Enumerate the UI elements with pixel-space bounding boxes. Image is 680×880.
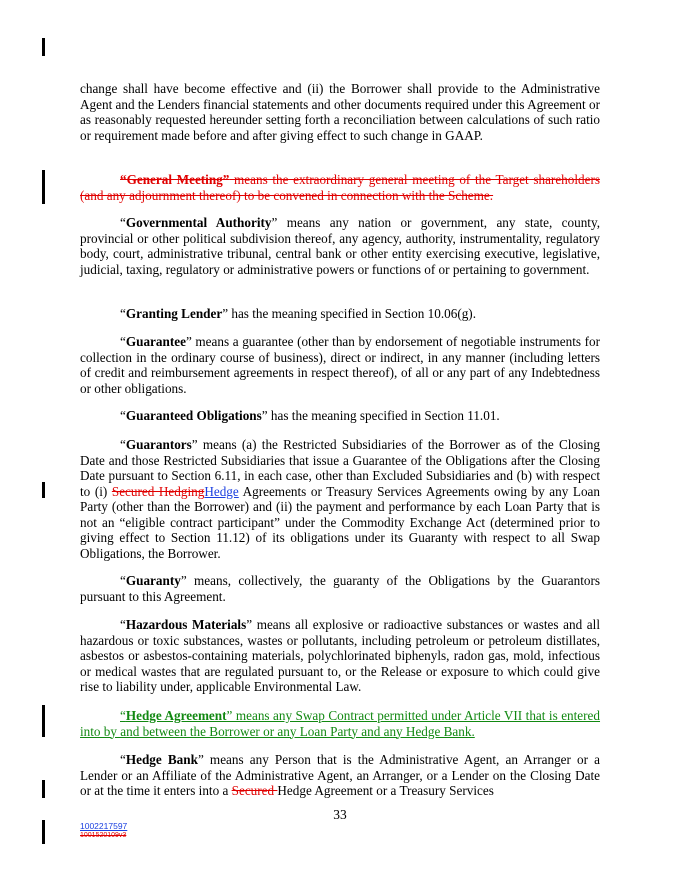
defined-term: Hedge Agreement bbox=[125, 708, 227, 723]
deleted-text: Secured bbox=[231, 783, 278, 798]
page-number: 33 bbox=[333, 807, 347, 822]
change-bar bbox=[42, 820, 45, 844]
definition-guaranty: “Guaranty” means, collectively, the guaranty of the Obligations by the Guarantors pursuant to this Agreement. bbox=[80, 573, 600, 604]
defined-term: Granting Lender bbox=[125, 306, 223, 321]
defined-term: Guarantee bbox=[125, 334, 186, 349]
defined-term: Hazardous Materials bbox=[125, 617, 247, 632]
definition-guarantors: “Guarantors” means (a) the Restricted Subsidiaries of the Borrower as of the Closing Date and those Restricted Subsidiaries that issue a Guarantee of the Obligations after the Closing Date pursuant to Section 6.11, in each case, other than Excluded Subsidiaries and (b) with respect to (i) Secured HedgingHedge Agreements or Treasury Services Agreements owing by any Loan Party (other than the Borrower) and (ii) the payment and performance by each Loan Party that is not an “eligible contract participant” under the Commodity Exchange Act (determined prior to giving effect to Section 11.12) of its obligations under its Guaranty with respect to all Swap Obligations, the Borrower. bbox=[80, 437, 600, 561]
deleted-text: Secured Hedging bbox=[111, 483, 205, 499]
definition-hedge-agreement: “Hedge Agreement” means any Swap Contract permitted under Article VII that is entered into by and between the Borrower or any Loan Party and any Hedge Bank. bbox=[80, 708, 601, 739]
defined-term: Governmental Authority bbox=[125, 215, 272, 230]
definition-granting-lender: “Granting Lender” has the meaning specified in Section 10.06(g). bbox=[120, 306, 476, 321]
definition-guaranteed-obligations: “Guaranteed Obligations” has the meaning specified in Section 11.01. bbox=[120, 408, 500, 423]
definition-guarantee: “Guarantee” means a guarantee (other than by endorsement of negotiable instruments for collection in the ordinary course of business), direct or indirect, in any manner (including letters of credit and reimbursement agreements in respect thereof), of all or any part of any Indebtedness or other obligations. bbox=[80, 334, 600, 396]
change-bar bbox=[42, 780, 45, 798]
definition-hedge-bank: “Hedge Bank” means any Person that is the Administrative Agent, an Arranger or a Lender or an Affiliate of the Administrative Agent, an Arranger, or a Lender on the Closing Date or at the time it enters into a Secured Hedge Agreement or a Treasury Services bbox=[80, 752, 601, 798]
defined-term: Guaranty bbox=[125, 573, 181, 588]
document-id: 1002217597 bbox=[80, 821, 128, 831]
change-bar bbox=[42, 38, 45, 56]
paragraph-gaap-continuation bbox=[80, 81, 600, 143]
document-id-deleted: 1001520109v3 bbox=[80, 832, 127, 839]
defined-term: Hedge Bank bbox=[125, 752, 198, 767]
deleted-term: “General Meeting” means the extraordinary general meeting of the Target shareholders (and any adjournment thereof) to be convened in connection with the Scheme. bbox=[80, 172, 600, 203]
change-bar bbox=[42, 705, 45, 737]
definition-hazardous-materials: “Hazardous Materials” means all explosive or radioactive substances or wastes and all hazardous or toxic substances, wastes or pollutants, including petroleum or petroleum distillates, asbestos or asbestos-containing materials, polychlorinated biphenyls, radon gas, mold, infectious or medical wastes that are regulated pursuant to, or the Release or exposure to which could give rise to liability under, applicable Environmental Law. bbox=[80, 617, 600, 694]
defined-term: Guaranteed Obligations bbox=[125, 408, 262, 423]
defined-term: Guarantors bbox=[125, 437, 192, 452]
definition-governmental-authority: “Governmental Authority” means any nation or government, any state, county, provincial or other political subdivision thereof, any agency, authority, instrumentality, regulatory body, court, administrative tribunal, central bank or other entity exercising executive, legislative, judicial, taxing, regulatory or administrative powers or functions of or pertaining to government. bbox=[80, 215, 600, 277]
paragraph-text: change shall have become effective and (ii) the Borrower shall provide to the Administrative Agent and the Lenders financial statements and other documents required under this Agreement or as reasonably requested hereunder setting forth a reconciliation between calculations of such ratio or requirement made before and after giving effect to such change in GAAP. bbox=[80, 81, 600, 143]
definition-general-meeting bbox=[80, 172, 600, 203]
inserted-text: Hedge bbox=[204, 483, 239, 499]
change-bar bbox=[42, 482, 45, 498]
change-bar bbox=[42, 170, 45, 204]
